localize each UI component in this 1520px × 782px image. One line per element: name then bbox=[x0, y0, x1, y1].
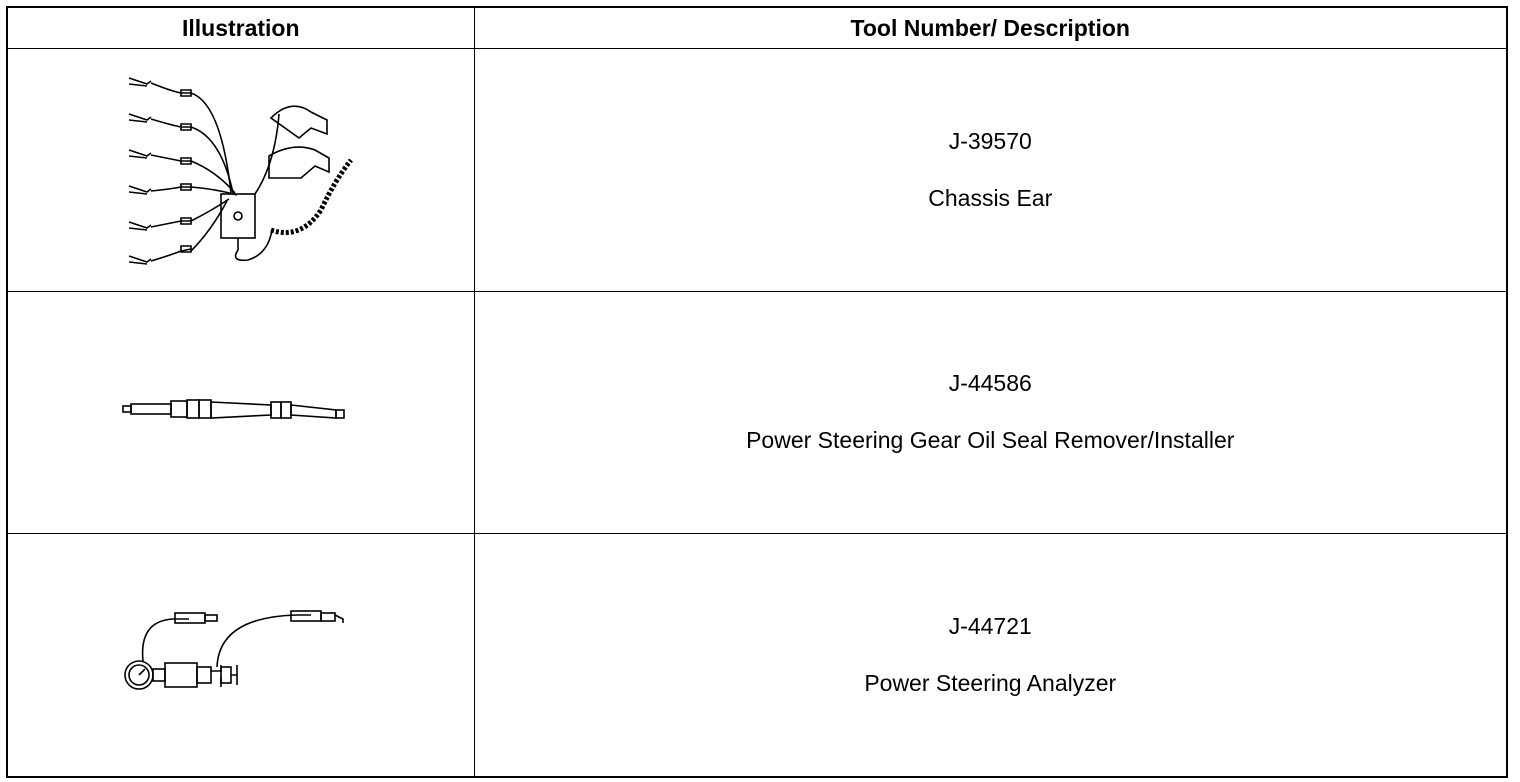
description-cell bbox=[474, 534, 1507, 777]
description-cell bbox=[474, 49, 1507, 292]
illustration-cell bbox=[7, 291, 474, 534]
seal-remover-installer-icon bbox=[121, 392, 361, 432]
tool-description: Power Steering Gear Oil Seal Remover/Installer bbox=[746, 427, 1235, 454]
tool-description-header: Tool Number/ Description bbox=[474, 7, 1507, 49]
table-row bbox=[7, 49, 1507, 292]
header-row bbox=[7, 7, 1507, 49]
description-cell bbox=[474, 291, 1507, 534]
tool-description: Power Steering Analyzer bbox=[864, 670, 1117, 697]
chassis-ear-icon bbox=[121, 70, 361, 270]
tool-number: J-39570 bbox=[948, 127, 1032, 154]
tool-number: J-44721 bbox=[948, 613, 1032, 640]
illustration-cell bbox=[7, 49, 474, 292]
illustration-cell bbox=[7, 534, 474, 777]
table-row bbox=[7, 291, 1507, 534]
tool-description: Chassis Ear bbox=[928, 184, 1053, 211]
tool-number: J-44586 bbox=[948, 370, 1032, 397]
tool-table bbox=[6, 6, 1508, 778]
table-row bbox=[7, 534, 1507, 777]
power-steering-analyzer-icon bbox=[121, 605, 361, 705]
illustration-header: Illustration bbox=[7, 7, 474, 49]
